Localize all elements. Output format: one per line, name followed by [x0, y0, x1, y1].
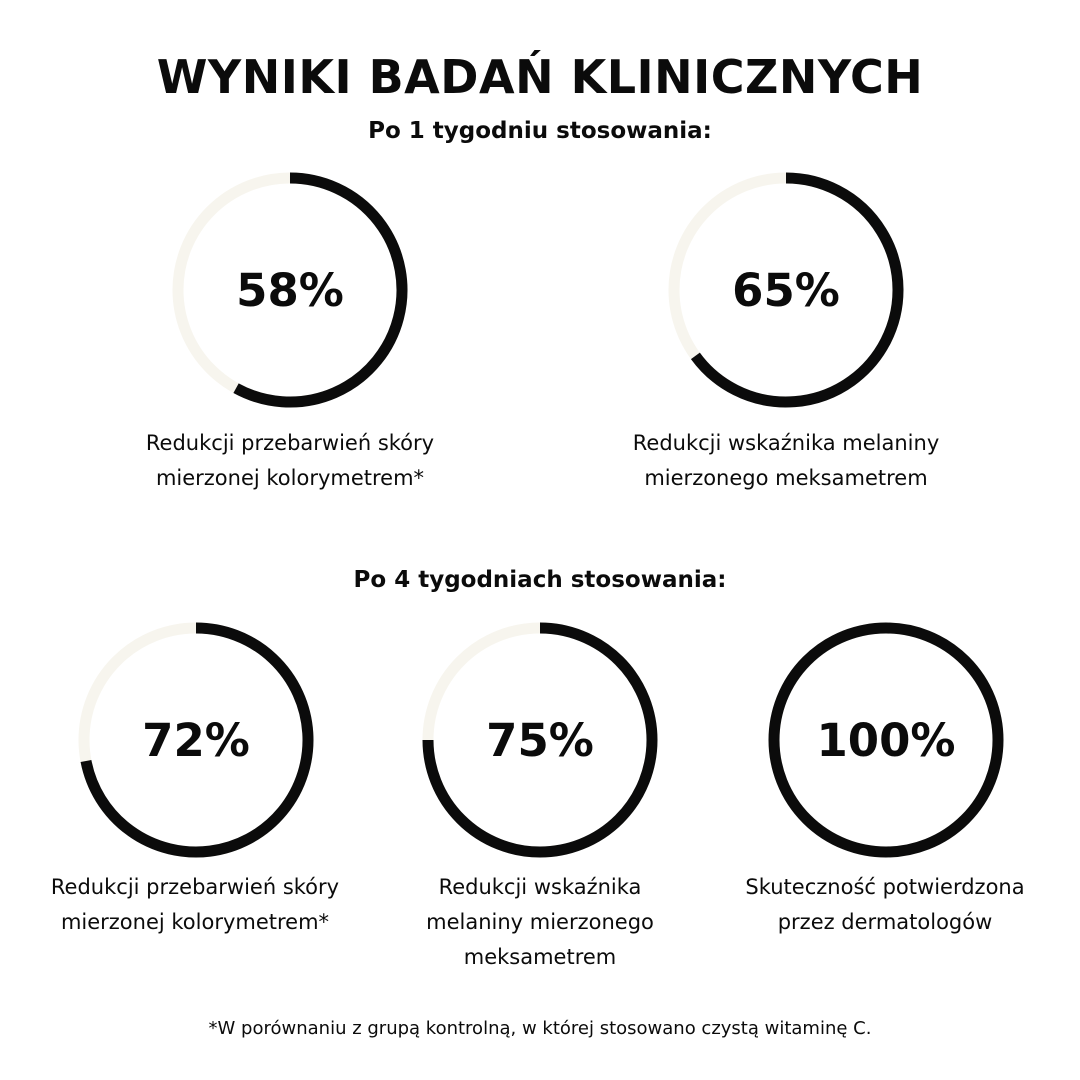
gauge-4	[422, 622, 658, 858]
gauge-4-caption-line-1: Redukcji wskaźnika	[438, 875, 642, 899]
gauge-5	[768, 622, 1004, 858]
footnote: *W porównaniu z grupą kontrolną, w której stosowano czystą witaminę C.	[208, 1018, 872, 1039]
gauge-1	[172, 172, 408, 408]
section-1-heading: Po 1 tygodniu stosowania:	[368, 118, 712, 144]
section-2-heading: Po 4 tygodniach stosowania:	[353, 567, 727, 593]
gauge-3-value: 72%	[142, 713, 250, 767]
gauge-3-caption-line-1: Redukcji przebarwień skóry	[50, 875, 340, 899]
gauge-5-caption-line-2: przez dermatologów	[777, 910, 993, 934]
gauge-3-caption	[10, 870, 380, 940]
gauge-5-caption-line-1: Skuteczność potwierdzona	[745, 875, 1025, 899]
gauge-1-value: 58%	[236, 263, 344, 317]
gauge-2-caption-line-1: Redukcji wskaźnika melaniny	[632, 431, 940, 455]
gauge-1-caption	[60, 426, 520, 496]
gauge-2-caption-line-2: mierzonego meksametrem	[644, 466, 928, 490]
gauge-5-caption	[705, 870, 1065, 940]
gauge-1-caption-line-2: mierzonej kolorymetrem*	[155, 466, 425, 490]
gauge-2-value: 65%	[732, 263, 840, 317]
gauge-4-caption-line-3: meksametrem	[463, 945, 617, 969]
gauge-2-caption	[556, 426, 1016, 496]
gauge-4-caption-line-2: melaniny mierzonego	[426, 910, 654, 934]
gauge-4-caption	[385, 870, 695, 975]
gauge-5-value: 100%	[816, 713, 956, 767]
page-title: WYNIKI BADAŃ KLINICZNYCH	[156, 50, 924, 104]
gauge-3-caption-line-2: mierzonej kolorymetrem*	[60, 910, 330, 934]
gauge-3	[78, 622, 314, 858]
gauge-1-caption-line-1: Redukcji przebarwień skóry	[145, 431, 435, 455]
gauge-2	[668, 172, 904, 408]
gauge-4-value: 75%	[486, 713, 594, 767]
